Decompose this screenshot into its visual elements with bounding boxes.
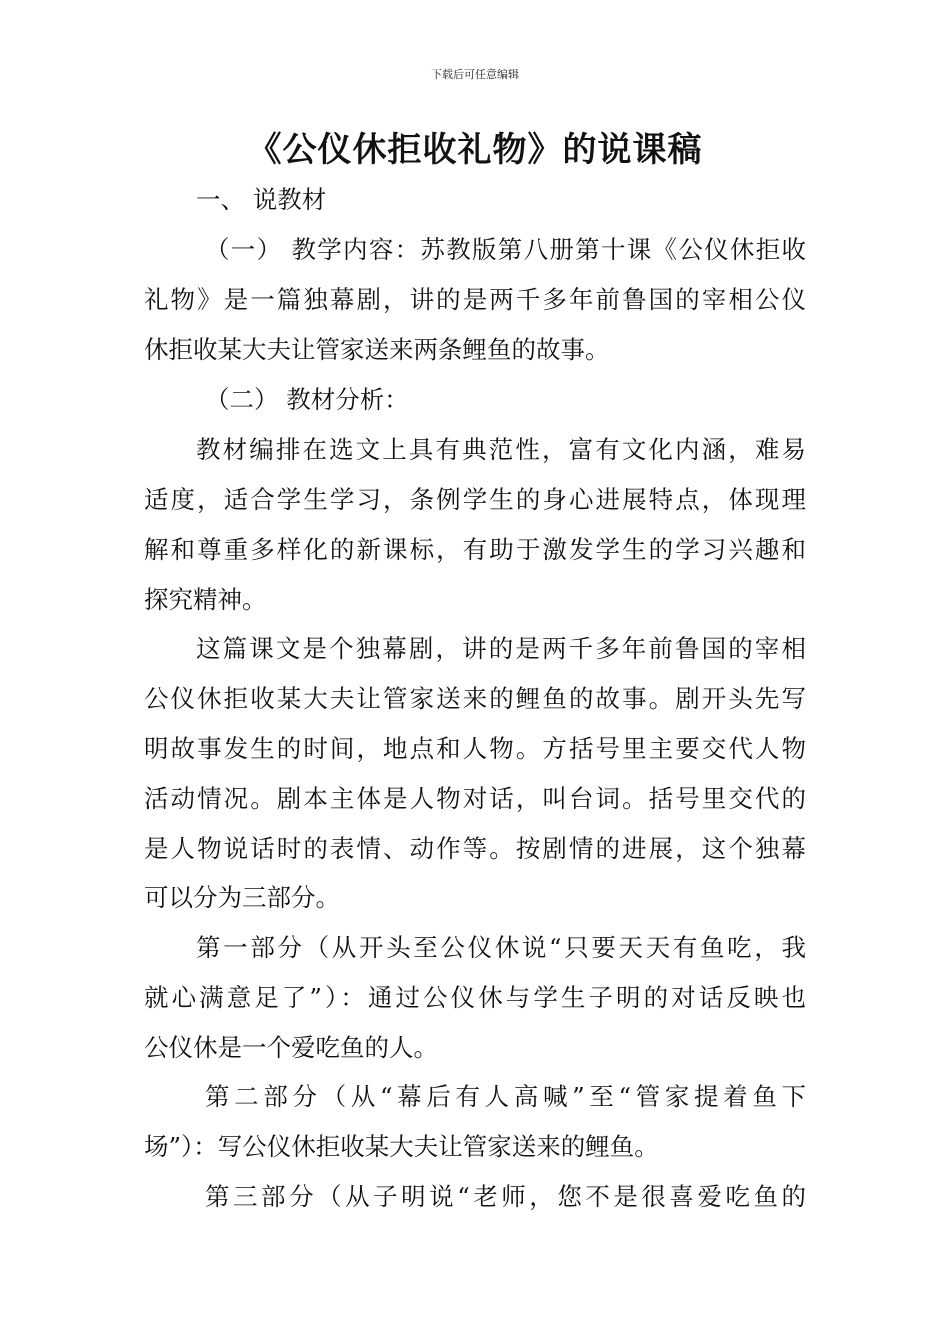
paragraph-line: 公仪休是一个爱吃鱼的人。 — [144, 1033, 438, 1062]
paragraph-line: 就心满意足了”）：通过公仪休与学生子明的对话反映也 — [144, 983, 806, 1012]
page-header: 下载后可任意编辑 — [431, 68, 519, 81]
paragraph-line: 解和尊重多样化的新课标，有助于激发学生的学习兴趣和 — [144, 535, 806, 564]
paragraph-line: 活动情况。剧本主体是人物对话，叫台词。括号里交代的 — [144, 784, 806, 813]
paragraph-line: 可以分为三部分。 — [144, 883, 340, 912]
paragraph-line: 场”）：写公仪休拒收某大夫让管家送来的鲤鱼。 — [144, 1132, 659, 1161]
paragraph-line: 教材编排在选文上具有典范性，富有文化内涵，难易 — [196, 435, 806, 464]
paragraph-line: 是人物说话时的表情、动作等。按剧情的进展，这个独幕 — [144, 834, 806, 863]
paragraph-line: 休拒收某大夫让管家送来两条鲤鱼的故事。 — [144, 335, 610, 364]
paragraph-line: 公仪休拒收某大夫让管家送来的鲤鱼的故事。剧开头先写 — [144, 684, 806, 713]
paragraph-line: 第二部分（从“幕后有人高喊”至“管家提着鱼下 — [205, 1082, 806, 1111]
page-title: 《公仪休拒收礼物》的说课稿 — [247, 130, 703, 170]
paragraph-line: （一） 教学内容：苏教版第八册第十课《公仪休拒收 — [205, 235, 806, 264]
subsection-heading: （二） 教材分析： — [205, 385, 409, 414]
paragraph-line: 这篇课文是个独幕剧，讲的是两千多年前鲁国的宰相 — [196, 634, 806, 663]
paragraph-line: 礼物》是一篇独幕剧，讲的是两千多年前鲁国的宰相公仪 — [144, 285, 806, 314]
paragraph-line: 探究精神。 — [144, 585, 267, 614]
paragraph-line: 明故事发生的时间，地点和人物。方括号里主要交代人物 — [144, 734, 806, 763]
paragraph-line: 第一部分（从开头至公仪休说“只要天天有鱼吃，我 — [196, 933, 806, 962]
paragraph-line: 第三部分（从子明说“老师，您不是很喜爱吃鱼的 — [205, 1182, 806, 1211]
paragraph-line: 适度，适合学生学习，条例学生的身心进展特点，体现理 — [144, 485, 806, 514]
section-heading: 一、 说教材 — [196, 185, 327, 214]
